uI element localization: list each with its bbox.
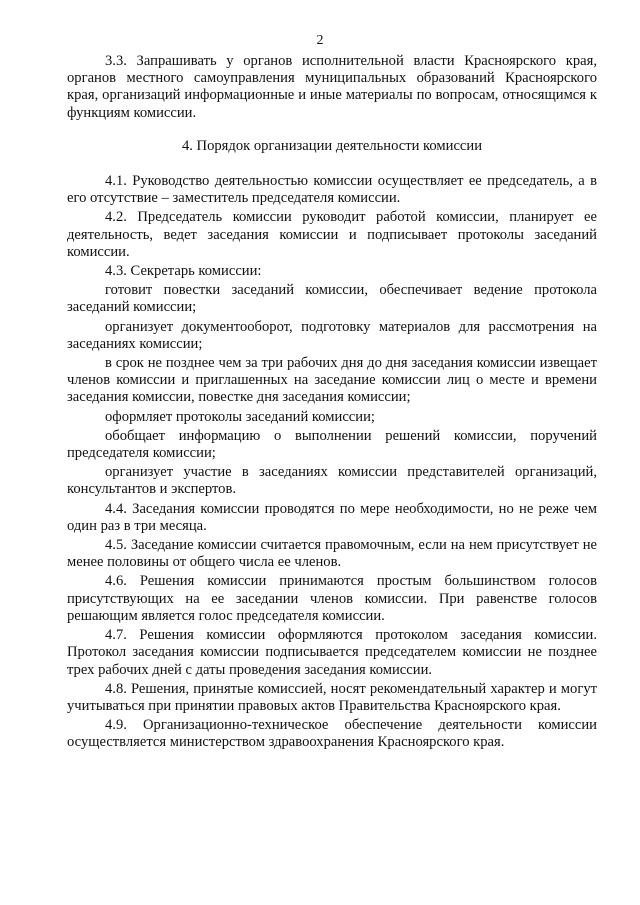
paragraph-4-9: 4.9. Организационно-техническое обеспечение деятельности комиссии осуществляется министерством здравоохранения Красноярского края.: [67, 717, 597, 751]
paragraph-4-3-item-5: обобщает информацию о выполнении решений комиссии, поручений председателя комиссии;: [67, 427, 597, 462]
page-number: 2: [316, 33, 324, 48]
paragraph-4-2: 4.2. Председатель комиссии руководит работой комиссии, планирует ее деятельность, ведет заседания комиссии и подписывает протоколы заседаний комиссии.: [67, 209, 597, 260]
paragraph-4-3-item-4: оформляет протоколы заседаний комиссии;: [105, 408, 375, 425]
paragraph-4-6: 4.6. Решения комиссии принимаются простым большинством голосов присутствующих на ее заседании членов комиссии. При равенстве голосов решающим является голос председателя комиссии.: [67, 573, 597, 624]
paragraph-4-3-item-1: готовит повестки заседаний комиссии, обеспечивает ведение протокола заседаний комиссии;: [67, 282, 597, 316]
paragraph-4-3: 4.3. Секретарь комиссии:: [105, 263, 262, 280]
paragraph-4-1: 4.1. Руководство деятельностью комиссии осуществляет ее председатель, а в его отсутствие – заместитель председателя комиссии.: [67, 173, 597, 207]
paragraph-4-8: 4.8. Решения, принятые комиссией, носят рекомендательный характер и могут учитываться при принятии правовых актов Правительства Красноярского края.: [67, 680, 597, 714]
paragraph-4-3-item-3: в срок не позднее чем за три рабочих дня до дня заседания комиссии извещает членов комиссии и приглашенных на заседание комиссии лиц о месте и времени заседания комиссии, повестке дня заседания комиссии;: [67, 355, 597, 406]
document-body: [67, 53, 597, 752]
paragraph-3-3: 3.3. Запрашивать у органов исполнительной власти Красноярского края, органов местного самоуправления муниципальных образований Красноярского края, организаций информационные и иные материалы по вопросам, относящимся к функциям комиссии.: [67, 53, 597, 121]
paragraph-4-5: 4.5. Заседание комиссии считается правомочным, если на нем присутствует не менее половины от общего числа ее членов.: [67, 537, 597, 571]
paragraph-4-3-item-6: организует участие в заседаниях комиссии представителей организаций, консультантов и экспертов.: [67, 464, 597, 498]
paragraph-4-3-item-2: организует документооборот, подготовку материалов для рассмотрения на заседаниях комиссии;: [67, 318, 597, 352]
paragraph-4-7: 4.7. Решения комиссии оформляются протоколом заседания комиссии. Протокол заседания комиссии подписывается председателем комиссии не позднее трех рабочих дней с даты проведения заседания комиссии.: [67, 627, 597, 678]
section-heading: 4. Порядок организации деятельности комиссии: [181, 137, 483, 154]
paragraph-4-4: 4.4. Заседания комиссии проводятся по мере необходимости, но не реже чем один раз в три месяца.: [67, 500, 597, 534]
